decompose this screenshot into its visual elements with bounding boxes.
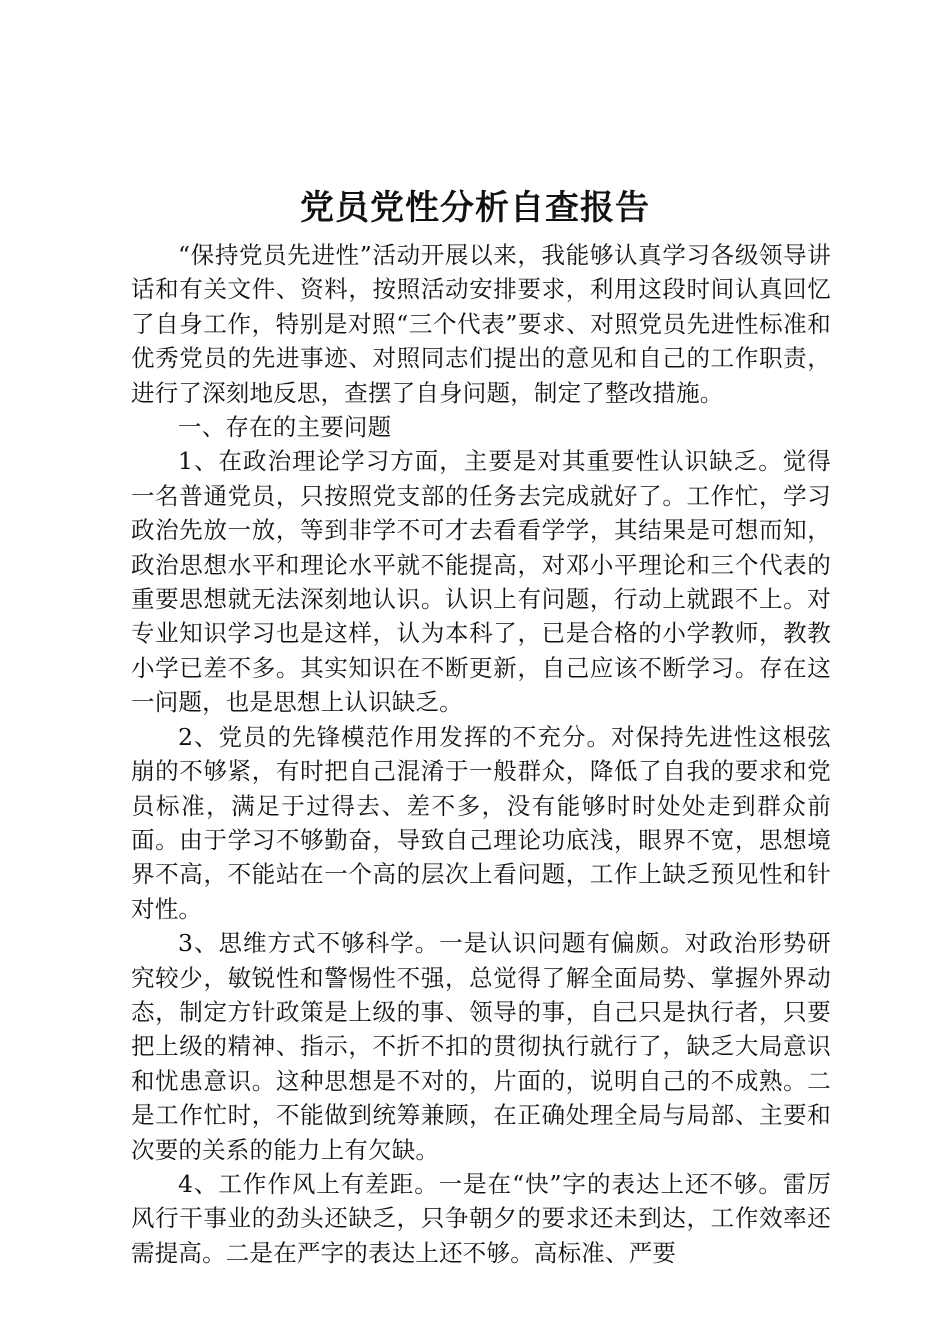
issue-paragraph-4: 4、工作作风上有差距。一是在“快”字的表达上还不够。雷厉风行干事业的劲头还缺乏，只争朝夕的要求还未到达，工作效率还需提高。二是在严字的表达上还不够。高标准、严要 [131,1169,831,1267]
document-title: 党员党性分析自查报告 [300,188,650,228]
issue-paragraph-3: 3、思维方式不够科学。一是认识问题有偏颇。对政治形势研究较少，敏锐性和警惕性不强，总觉得了解全面局势、掌握外界动态，制定方针政策是上级的事、领导的事，自己只是执行者，只要把上级的精神、指示，不折不扣的贯彻执行就行了，缺乏大局意识和忧患意识。这种思想是不对的，片面的，说明自己的不成熟。二是工作忙时，不能做到统筹兼顾，在正确处理全局与局部、主要和次要的关系的能力上有欠缺。 [131,929,831,1164]
issue-paragraph-2: 2、党员的先锋模范作用发挥的不充分。对保持先进性这根弦崩的不够紧，有时把自己混淆于一般群众，降低了自我的要求和党员标准，满足于过得去、差不多，没有能够时时处处走到群众前面。由于学习不够勤奋，导致自己理论功底浅，眼界不宽，思想境界不高，不能站在一个高的层次上看问题，工作上缺乏预见性和针对性。 [131,722,831,923]
document-body [131,238,831,1270]
issue-paragraph-1: 1、在政治理论学习方面，主要是对其重要性认识缺乏。觉得一名普通党员，只按照党支部的任务去完成就好了。工作忙，学习政治先放一放，等到非学不可才去看看学学，其结果是可想而知，政治思想水平和理论水平就不能提高，对邓小平理论和三个代表的重要思想就无法深刻地认识。认识上有问题，行动上就跟不上。对专业知识学习也是这样，认为本科了，已是合格的小学教师，教教小学已差不多。其实知识在不断更新，自己应该不断学习。存在这一问题，也是思想上认识缺乏。 [131,447,831,717]
section-heading: 一、存在的主要问题 [178,413,392,442]
intro-paragraph: “保持党员先进性”活动开展以来，我能够认真学习各级领导讲话和有关文件、资料，按照活动安排要求，利用这段时间认真回忆了自身工作，特别是对照“三个代表”要求、对照党员先进性标准和优秀党员的先进事迹、对照同志们提出的意见和自己的工作职责，进行了深刻地反思，查摆了自身问题，制定了整改措施。 [131,241,831,407]
